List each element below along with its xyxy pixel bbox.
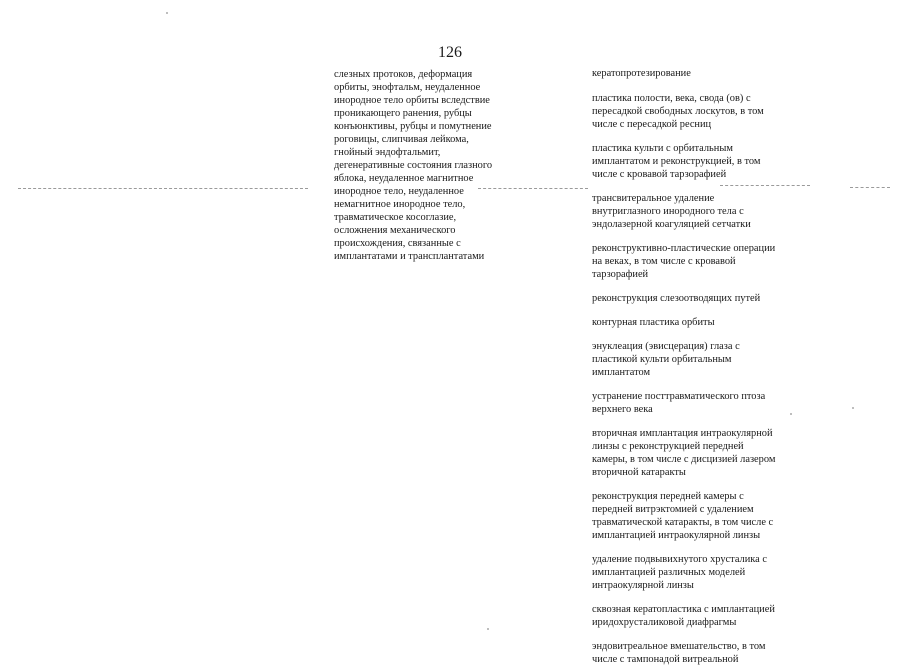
treatment-item — [592, 192, 797, 231]
treatment-line: интраокулярной линзы — [592, 580, 694, 591]
treatment-line: реконструктивно-пластические операции — [592, 243, 776, 254]
treatment-line: передней витрэктомией с удалением — [592, 504, 754, 515]
scan-artifact-line — [720, 185, 810, 186]
left-text-line: конъюнктивы, рубцы и помутнение — [334, 121, 492, 132]
treatment-item — [592, 242, 797, 281]
treatment-line: эндовитреальное вмешательство, в том — [592, 641, 766, 652]
scan-artifact-line — [18, 188, 308, 189]
left-text-line: яблока, неудаленное магнитное — [334, 173, 474, 184]
treatment-item — [592, 92, 797, 131]
treatment-line: имплантацией интраокулярной линзы — [592, 530, 761, 541]
treatment-line: числе с кровавой тарзорафией — [592, 169, 727, 180]
treatment-line: на веках, в том числе с кровавой — [592, 256, 736, 267]
treatment-line: имплантатом — [592, 367, 651, 378]
treatment-line: линзы с реконструкцией передней — [592, 441, 744, 452]
left-text-line: травматическое косоглазие, — [334, 212, 457, 223]
treatment-line: имплантацией различных моделей — [592, 567, 746, 578]
treatment-item — [592, 553, 797, 592]
treatment-line: эндолазерной коагуляцией сетчатки — [592, 219, 751, 230]
treatment-item — [592, 316, 797, 329]
left-text-line: слезных протоков, деформация — [334, 69, 473, 80]
treatment-item — [592, 340, 797, 379]
left-text-line: имплантатами и трансплантатами — [334, 251, 485, 262]
page-number: 126 — [438, 44, 462, 61]
treatment-line: реконструкция слезоотводящих путей — [592, 293, 761, 304]
treatment-item — [592, 142, 797, 181]
treatment-line: внутриглазного инородного тела с — [592, 206, 744, 217]
treatment-item — [592, 490, 797, 542]
treatment-line: камеры, в том числе с дисцизией лазером — [592, 454, 776, 465]
treatment-line: кератопротезирование — [592, 68, 691, 79]
scan-artifact-dot — [852, 407, 854, 409]
treatment-line: устранение посттравматического птоза — [592, 391, 766, 402]
treatment-item — [592, 67, 797, 80]
left-text-line: роговицы, слипчивая лейкома, — [334, 134, 469, 145]
treatment-line: иридохрусталиковой диафрагмы — [592, 617, 737, 628]
treatment-line: вторичной катаракты — [592, 467, 686, 478]
left-text-line: осложнения механического — [334, 225, 456, 236]
treatment-line: пластика полости, века, свода (ов) с — [592, 93, 751, 104]
treatment-line: энуклеация (эвисцерация) глаза с — [592, 341, 740, 352]
treatment-line: реконструкция передней камеры с — [592, 491, 744, 502]
left-text-line: инородное тело, неудаленное — [334, 186, 464, 197]
treatment-item — [592, 640, 797, 666]
scan-artifact-dot — [790, 413, 792, 415]
treatment-line: пересадкой свободных лоскутов, в том — [592, 106, 764, 117]
treatment-item — [592, 292, 797, 305]
treatment-line: числе с пересадкой ресниц — [592, 119, 712, 130]
scan-artifact-line — [478, 188, 588, 189]
treatment-line: верхнего века — [592, 404, 653, 415]
treatment-line: трансвитеральное удаление — [592, 193, 715, 204]
treatment-line: пластикой культи орбитальным — [592, 354, 732, 365]
scan-artifact-dot — [166, 12, 168, 14]
left-text-line: происхождения, связанные с — [334, 238, 461, 249]
treatment-line: пластика культи с орбитальным — [592, 143, 733, 154]
left-text-line: дегенеративные состояния глазного — [334, 160, 493, 171]
scan-artifact-line — [850, 187, 890, 188]
left-text-line: проникающего ранения, рубцы — [334, 108, 472, 119]
right-column-list — [592, 67, 797, 666]
left-text-line: гнойный эндофтальмит, — [334, 147, 441, 158]
treatment-line: вторичная имплантация интраокулярной — [592, 428, 773, 439]
treatment-item — [592, 390, 797, 416]
left-text-line: орбиты, энофтальм, неудаленное — [334, 82, 481, 93]
treatment-line: сквозная кератопластика с имплантацией — [592, 604, 775, 615]
left-text-line: инородное тело орбиты вследствие — [334, 95, 490, 106]
treatment-item — [592, 603, 797, 629]
scan-artifact-dot — [487, 628, 489, 630]
treatment-item — [592, 427, 797, 479]
treatment-line: контурная пластика орбиты — [592, 317, 715, 328]
treatment-line: удаление подвывихнутого хрусталика с — [592, 554, 767, 565]
left-text-line: немагнитное инородное тело, — [334, 199, 466, 210]
treatment-line: имплантатом и реконструкцией, в том — [592, 156, 761, 167]
treatment-line: числе с тампонадой витреальной — [592, 654, 739, 665]
left-column-text — [334, 68, 574, 263]
treatment-line: травматической катаракты, в том числе с — [592, 517, 774, 528]
treatment-line: тарзорафией — [592, 269, 649, 280]
